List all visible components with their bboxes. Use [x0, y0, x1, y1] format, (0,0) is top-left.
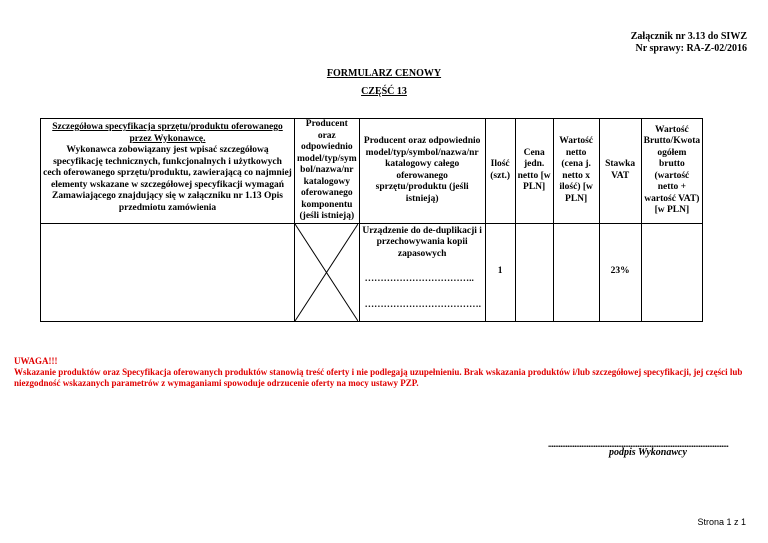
warning-block — [14, 356, 754, 389]
header-unit-net: Cena jedn. netto [w PLN] — [515, 119, 553, 224]
net-value-cell[interactable] — [553, 223, 599, 321]
warning-text: Wskazanie produktów oraz Specyfikacja oferowanych produktów stanowią treść oferty i nie podlegają uzupełnieniu. Brak wskazania produktów i/lub szczegółowej specyfikacji, jej części lub niezgodność wskazanych parametrów z wymaganiami spowoduje odrzucenie oferty na mocy ustawy PZP. — [14, 367, 743, 388]
header-producer-equipment: Producent oraz odpowiednio model/typ/symbol/nazwa/nr katalogowy całego oferowanego sprzętu/produktu (jeśli istnieją) — [359, 119, 485, 224]
header-spec-body: Wykonawca zobowiązany jest wpisać szczegółową specyfikację technicznych, funkcjonalnych i użytkowych cech oferowanego sprzętu/produktu, zawierającą co najmniej elementy wskazane w szczegółowej specyfikacji wymagań Zamawiającego znajdujący się w załączniku nr 1.13 Opis przedmiotu zamówienia — [43, 145, 292, 213]
cross-mark-icon — [295, 224, 358, 321]
header-net-value: Wartość netto (cena j. netto x ilość) [w PLN] — [553, 119, 599, 224]
signature-line: ....................................................................................................... — [548, 439, 729, 449]
table-header-row — [41, 119, 703, 224]
gross-value-cell[interactable] — [641, 223, 702, 321]
header-gross-value: Wartość Brutto/Kwota ogółem brutto (wartość netto + wartość VAT) [w PLN] — [641, 119, 702, 224]
crossed-cell — [295, 223, 360, 321]
dots-line-2: ………………………………. — [364, 299, 482, 310]
attachment-label: Załącznik nr 3.13 do SIWZ — [630, 31, 747, 42]
header-spec — [41, 119, 295, 224]
item-name: Urządzenie do de-duplikacji i przechowywania kopii zapasowych — [362, 225, 482, 259]
signature-label: podpis Wykonawcy — [609, 447, 687, 458]
page-number: Strona 1 z 1 — [697, 517, 746, 527]
spec-cell[interactable] — [41, 223, 295, 321]
vat-cell: 23% — [599, 223, 641, 321]
unit-net-cell[interactable] — [515, 223, 553, 321]
quantity-cell: 1 — [485, 223, 515, 321]
form-title: FORMULARZ CENOWY — [326, 68, 442, 79]
table-row — [41, 223, 703, 321]
price-table — [40, 118, 703, 322]
part-title: CZĘŚĆ 13 — [361, 86, 407, 97]
dots-line-1: …………………………….. — [364, 274, 474, 284]
header-producer-component: Producent oraz odpowiednio model/typ/sym bol/nazwa/nr katalogowy oferowanego komponentu (jeśli istnieją) — [295, 119, 360, 224]
warning-title: UWAGA!!! — [14, 356, 58, 366]
header-quantity: Ilość (szt.) — [485, 119, 515, 224]
case-number: Nr sprawy: RA-Z-02/2016 — [635, 43, 747, 54]
equipment-cell[interactable] — [359, 223, 485, 321]
header-vat-rate: Stawka VAT — [599, 119, 641, 224]
header-spec-title: Szczegółowa specyfikacja sprzętu/produktu oferowanego przez Wykonawcę. — [52, 122, 283, 144]
